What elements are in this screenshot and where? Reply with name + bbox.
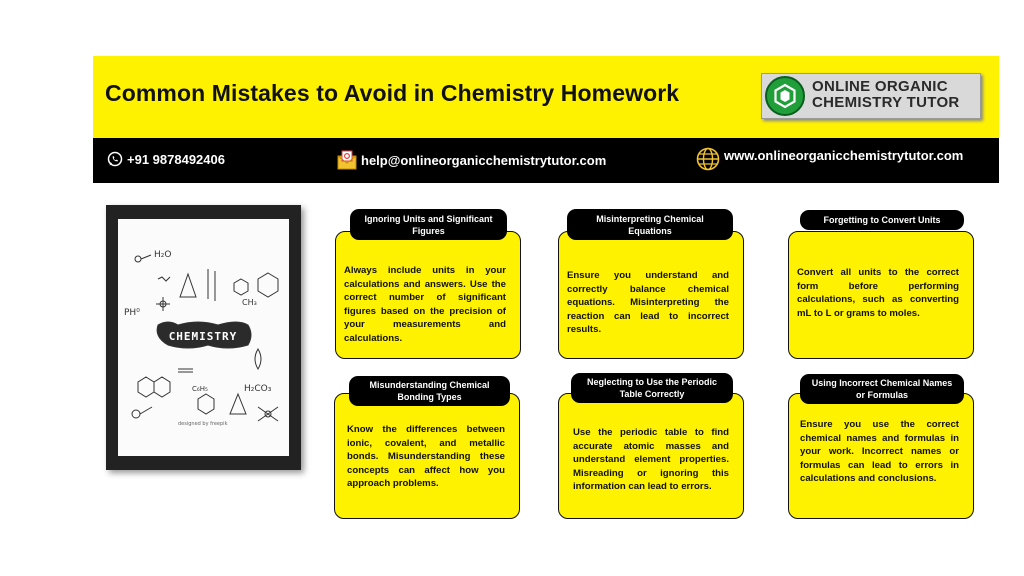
tip-card-title: Ignoring Units and Significant Figures [350,209,507,240]
tip-card-title: Neglecting to Use the Periodic Table Correctly [571,373,733,403]
poster-formula-1: H₂O [154,250,172,260]
email-icon [337,150,357,173]
tip-card-title: Forgetting to Convert Units [800,210,964,230]
tip-card-bonding-types [334,393,520,519]
tip-card-chemical-equations [558,231,744,359]
email-contact[interactable] [337,150,606,173]
whatsapp-icon [107,151,123,170]
tip-card-text: Always include units in your calculations and answers. Use the correct number of significant figures based on the precision of your measurements and calculations. [344,265,506,344]
tip-card-text: Convert all units to the correct form before performing calculations, such as converting mL to L or grams to moles. [797,267,959,319]
globe-icon [696,147,720,174]
poster-formula-3: C₆H₅ [192,385,208,393]
logo-wordmark [812,79,960,111]
tip-card-text: Ensure you use the correct chemical names and formulas in your work. Incorrect names or formulas can lead to errors in calculations and conclusions. [800,419,959,485]
tip-card-title: Misinterpreting Chemical Equations [567,209,733,240]
poster-credit: designed by freepik [178,421,228,427]
logo-line-1: ONLINE ORGANIC [812,78,948,95]
poster-formula-5: CH₃ [242,298,257,307]
website-contact[interactable] [696,147,963,174]
website-url: www.onlineorganicchemistrytutor.com [724,147,964,163]
tip-card-title: Using Incorrect Chemical Names or Formulas [800,374,964,404]
poster-label: CHEMISTRY [168,330,238,343]
contact-bar [93,138,999,183]
tip-card-title: Misunderstanding Chemical Bonding Types [349,376,510,406]
tip-card-text: Know the differences between ionic, covalent, and metallic bonds. Misunderstanding these concepts can affect how you approach problems. [347,424,505,490]
header-banner [93,56,999,138]
tip-card-periodic-table [558,393,744,519]
tip-card-text: Use the periodic table to find accurate atomic masses and understand element properties. Misreading or ignoring this information can lead to errors. [573,427,729,493]
tip-card-units-sig-figs [335,231,521,359]
poster-formula-2: PH⁰ [124,308,140,318]
poster-formula-4: H₂CO₃ [244,384,272,394]
tip-card-text: Ensure you understand and correctly balance chemical equations. Misinterpreting the reaction can lead to incorrect results. [567,270,729,336]
phone-number: +91 9878492406 [127,151,225,167]
molecule-logo-icon [765,76,805,116]
chemistry-poster-frame [106,205,301,470]
tip-card-convert-units [788,231,974,359]
chemistry-doodle-illustration [118,219,289,456]
phone-contact[interactable] [107,151,225,170]
brand-logo[interactable] [761,73,981,119]
chemistry-poster [118,219,289,456]
email-address: help@onlineorganicchemistrytutor.com [361,152,607,168]
tip-card-chemical-names [788,393,974,519]
page-title: Common Mistakes to Avoid in Chemistry Homework [105,80,680,106]
logo-line-2: CHEMISTRY TUTOR [812,94,960,111]
